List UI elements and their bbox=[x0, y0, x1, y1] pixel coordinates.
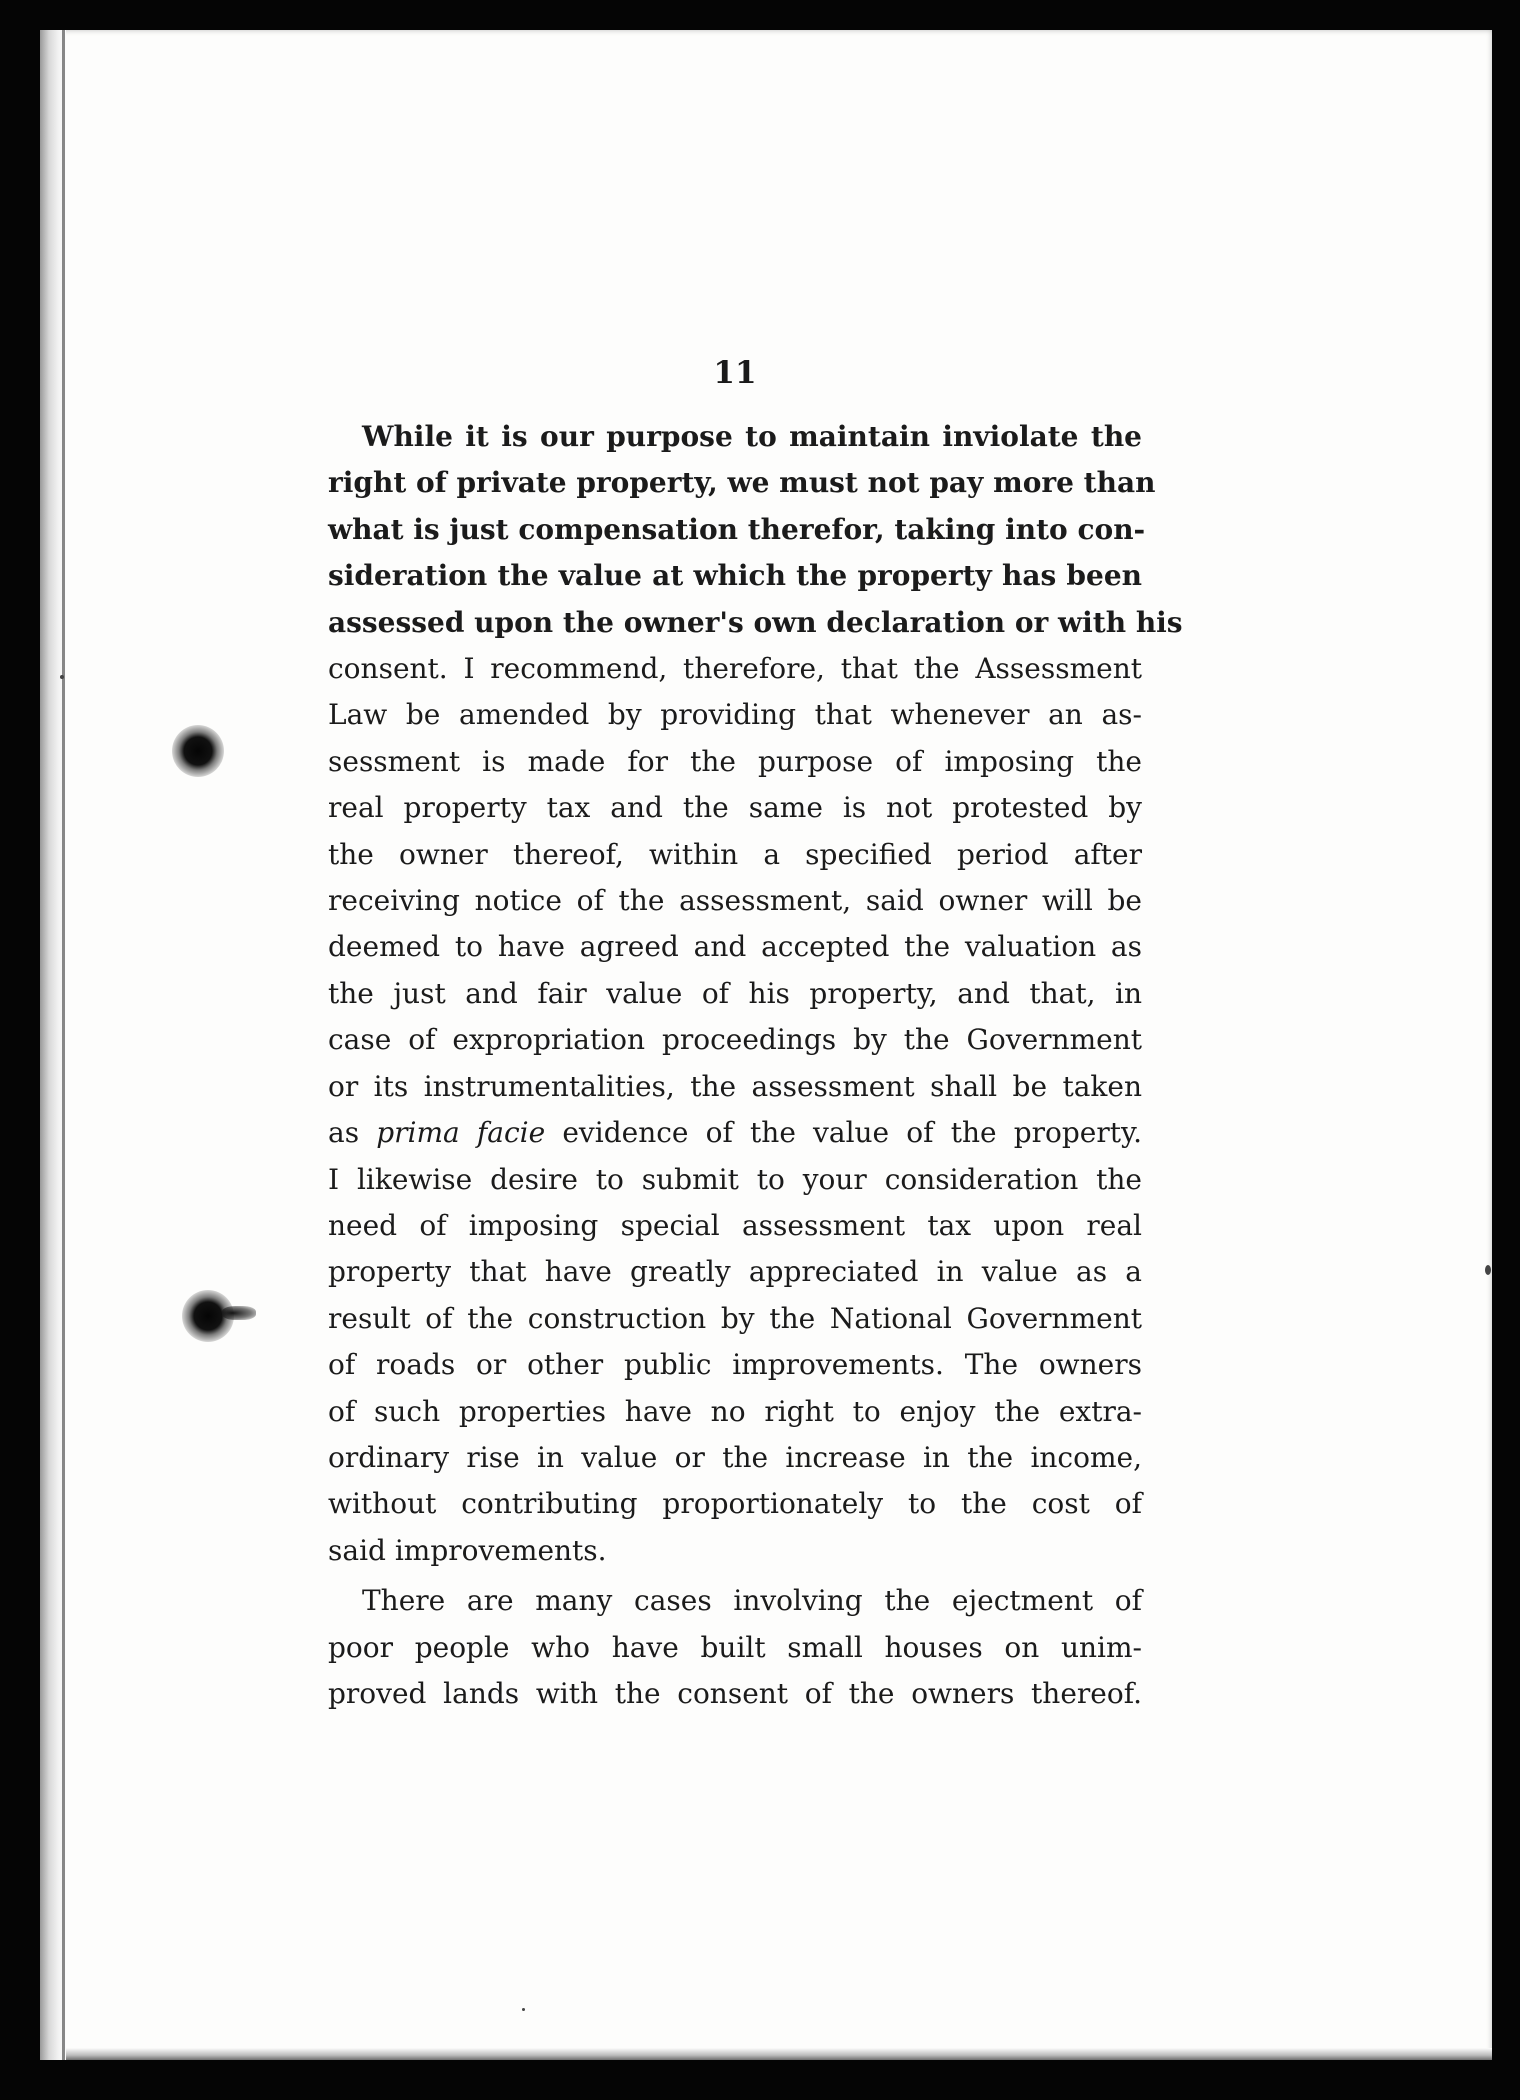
text-line: ordinary rise in value or the increase in the income, bbox=[328, 1440, 1142, 1474]
text-line: right of private property, we must not pay more than bbox=[328, 466, 1156, 500]
text-line: sessment is made for the purpose of imposing the bbox=[328, 744, 1142, 778]
scan-speck bbox=[1485, 1265, 1491, 1275]
text-line: the just and fair value of his property, and that, in bbox=[328, 976, 1142, 1010]
prima-facie-prefix: as bbox=[328, 1116, 360, 1150]
text-line: without contributing proportionately to the cost of bbox=[328, 1487, 1142, 1521]
text-line: I likewise desire to submit to your consideration the bbox=[328, 1162, 1142, 1196]
paragraph-1 bbox=[328, 414, 1183, 1574]
text-line: said improvements. bbox=[328, 1533, 607, 1567]
text-line: real property tax and the same is not protested by bbox=[328, 791, 1142, 825]
text-line: case of expropriation proceedings by the Government bbox=[328, 1023, 1142, 1057]
prima-facie-suffix: evidence of the value of the property. bbox=[562, 1116, 1143, 1150]
paragraph-2 bbox=[328, 1578, 1142, 1717]
body-text bbox=[328, 414, 1183, 1717]
text-line: poor people who have built small houses on unim- bbox=[328, 1630, 1142, 1664]
text-line: the owner thereof, within a specified period after bbox=[328, 837, 1142, 871]
text-line-prima-facie bbox=[328, 1110, 1142, 1156]
page-number: 11 bbox=[713, 355, 757, 391]
text-line: or its instrumentalities, the assessment shall be taken bbox=[328, 1069, 1142, 1103]
scan-speck bbox=[522, 2008, 525, 2011]
text-line: consent. I recommend, therefore, that the Assessment bbox=[328, 652, 1142, 686]
page-binding-edge bbox=[40, 30, 66, 2060]
text-line: proved lands with the consent of the owners thereof. bbox=[328, 1676, 1142, 1710]
text-line: receiving notice of the assessment, said owner will be bbox=[328, 884, 1142, 918]
text-line: While it is our purpose to maintain inviolate the bbox=[362, 420, 1142, 453]
prima-facie-term: prima facie bbox=[376, 1116, 546, 1150]
scan-speck bbox=[60, 675, 64, 679]
text-line: result of the construction by the National Government bbox=[328, 1301, 1142, 1335]
page-bottom-edge bbox=[66, 2048, 1492, 2060]
punch-hole-icon bbox=[182, 1290, 234, 1342]
punch-hole-icon bbox=[172, 725, 224, 777]
text-line: deemed to have agreed and accepted the valuation as bbox=[328, 930, 1142, 964]
text-line: what is just compensation therefor, taking into con- bbox=[328, 512, 1146, 546]
text-line: need of imposing special assessment tax upon real bbox=[328, 1208, 1142, 1242]
text-line: of such properties have no right to enjoy the extra- bbox=[328, 1394, 1142, 1428]
text-line: assessed upon the owner's own declaration or with his bbox=[328, 605, 1183, 639]
text-line: property that have greatly appreciated in value as a bbox=[328, 1255, 1142, 1289]
text-line: There are many cases involving the ejectment of bbox=[362, 1584, 1142, 1618]
text-line: sideration the value at which the property has been bbox=[328, 559, 1142, 593]
text-line: of roads or other public improvements. The owners bbox=[328, 1348, 1142, 1382]
text-line: Law be amended by providing that whenever an as- bbox=[328, 698, 1142, 732]
